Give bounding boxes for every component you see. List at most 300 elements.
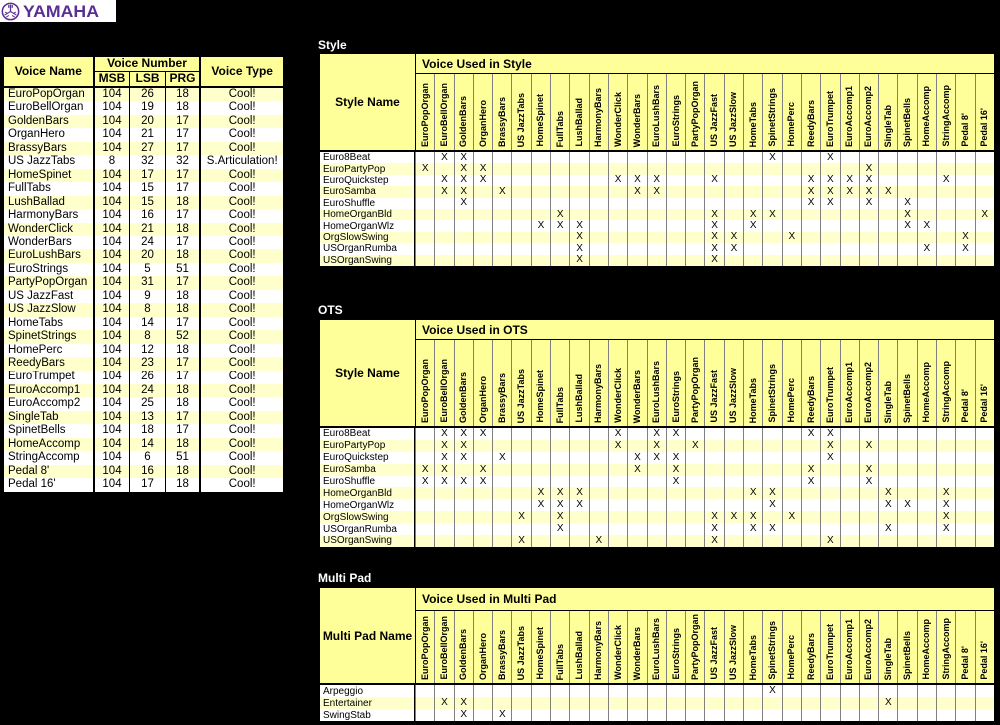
voice-unused-cell <box>975 709 994 721</box>
voice-column-label <box>492 611 511 683</box>
voice-unused-cell <box>859 523 878 535</box>
voice-unused-cell <box>415 209 434 220</box>
voice-unused-cell <box>589 476 608 488</box>
voice-unused-cell <box>724 535 743 547</box>
voice-used-mark: X <box>859 476 878 488</box>
voice-cell: LushBallad <box>3 196 94 209</box>
matrix-row <box>320 685 994 697</box>
voice-used-mark: X <box>454 452 473 464</box>
voice-unused-cell <box>936 709 955 721</box>
voice-unused-cell <box>511 697 530 709</box>
voice-used-mark: X <box>647 175 666 186</box>
voice-cell: WonderBars <box>3 236 94 249</box>
voice-unused-cell <box>589 709 608 721</box>
voice-unused-cell <box>917 535 936 547</box>
voice-unused-cell <box>820 685 839 697</box>
voice-column-label-text: WonderBars <box>631 93 642 147</box>
voice-unused-cell <box>608 499 627 511</box>
voice-unused-cell <box>878 198 897 209</box>
voice-used-mark: X <box>666 476 685 488</box>
voice-row <box>3 384 284 397</box>
voice-unused-cell <box>492 487 511 499</box>
voice-column-label <box>724 340 743 426</box>
voice-row <box>3 223 284 236</box>
voice-used-mark: X <box>627 175 646 186</box>
multipad-section-title: Multi Pad <box>318 571 372 585</box>
voice-unused-cell <box>666 175 685 186</box>
voice-unused-cell <box>724 499 743 511</box>
voice-unused-cell <box>975 523 994 535</box>
voice-unused-cell <box>569 511 588 523</box>
matrix-row-label: USOrganSwing <box>320 535 415 547</box>
multipad-matrix-body <box>320 685 994 721</box>
voice-unused-cell <box>550 152 569 163</box>
style-banner: Voice Used in Style <box>416 54 994 74</box>
voice-column-label <box>416 74 434 150</box>
voice-unused-cell <box>820 499 839 511</box>
voice-column-label-text: Pedal 16' <box>979 641 990 680</box>
voice-unused-cell <box>666 440 685 452</box>
matrix-row-label: HomeOrganBld <box>320 209 415 220</box>
voice-used-mark: X <box>704 209 723 220</box>
voice-unused-cell <box>531 697 550 709</box>
voice-column-label-text: HomeAccomp <box>921 362 932 423</box>
voice-used-mark: X <box>627 186 646 197</box>
voice-cell: Cool! <box>200 438 284 451</box>
voice-cell: 104 <box>94 344 130 357</box>
voice-unused-cell <box>647 499 666 511</box>
voice-cell: 21 <box>130 223 165 236</box>
voice-unused-cell <box>473 209 492 220</box>
voice-unused-cell <box>743 440 762 452</box>
voice-unused-cell <box>415 709 434 721</box>
voice-cell: 17 <box>130 478 165 492</box>
style-voice-labels <box>416 74 994 150</box>
voice-unused-cell <box>917 487 936 499</box>
voice-used-mark: X <box>589 535 608 547</box>
voice-unused-cell <box>454 220 473 231</box>
voice-unused-cell <box>782 198 801 209</box>
voice-unused-cell <box>569 452 588 464</box>
voice-unused-cell <box>936 232 955 243</box>
voice-cell: 104 <box>94 101 130 114</box>
msb-header: MSB <box>94 72 130 88</box>
voice-unused-cell <box>589 499 608 511</box>
voice-unused-cell <box>782 220 801 231</box>
voice-unused-cell <box>859 255 878 266</box>
voice-unused-cell <box>608 535 627 547</box>
voice-unused-cell <box>647 152 666 163</box>
voice-column-label-text: EuroLushBars <box>651 617 662 680</box>
voice-unused-cell <box>917 499 936 511</box>
voice-unused-cell <box>511 487 530 499</box>
voice-column-label-text: Pedal 8' <box>959 646 970 680</box>
voice-unused-cell <box>492 220 511 231</box>
voice-used-mark: X <box>550 487 569 499</box>
voice-unused-cell <box>666 209 685 220</box>
voice-unused-cell <box>917 209 936 220</box>
voice-cell: 14 <box>130 438 165 451</box>
voice-used-mark: X <box>859 186 878 197</box>
voice-unused-cell <box>589 523 608 535</box>
voice-unused-cell <box>936 535 955 547</box>
voice-cell: US JazzTabs <box>3 155 94 168</box>
voice-used-mark: X <box>820 440 839 452</box>
voice-used-mark: X <box>569 255 588 266</box>
voice-column-label-text: WonderClick <box>612 92 623 147</box>
voice-unused-cell <box>897 163 916 174</box>
voice-unused-cell <box>531 476 550 488</box>
voice-unused-cell <box>685 428 704 440</box>
voice-column-label <box>975 340 994 426</box>
style-row-header: Style Name <box>320 54 416 150</box>
voice-column-label-text: HomePerc <box>786 635 797 680</box>
voice-unused-cell <box>492 464 511 476</box>
voice-unused-cell <box>685 255 704 266</box>
voice-cell: HomeAccomp <box>3 438 94 451</box>
voice-unused-cell <box>878 175 897 186</box>
voice-used-mark: X <box>782 511 801 523</box>
voice-unused-cell <box>936 440 955 452</box>
voice-column-label <box>550 74 569 150</box>
voice-used-mark: X <box>975 209 994 220</box>
voice-column-label-text: US JazzFast <box>709 94 720 147</box>
voice-row <box>3 169 284 182</box>
voice-unused-cell <box>878 440 897 452</box>
voice-unused-cell <box>685 232 704 243</box>
voice-unused-cell <box>724 255 743 266</box>
voice-unused-cell <box>647 464 666 476</box>
matrix-row <box>320 709 994 721</box>
voice-unused-cell <box>569 476 588 488</box>
voice-cell: 104 <box>94 169 130 182</box>
voice-unused-cell <box>550 685 569 697</box>
voice-used-mark: X <box>859 440 878 452</box>
voice-unused-cell <box>704 464 723 476</box>
voice-used-mark: X <box>531 499 550 511</box>
voice-unused-cell <box>454 464 473 476</box>
voice-unused-cell <box>608 243 627 254</box>
voice-unused-cell <box>840 163 859 174</box>
voice-unused-cell <box>666 163 685 174</box>
matrix-row-label: SwingStab <box>320 709 415 721</box>
matrix-row-label: Arpeggio <box>320 685 415 697</box>
voice-unused-cell <box>473 186 492 197</box>
voice-unused-cell <box>801 232 820 243</box>
voice-column-label-text: HomeAccomp <box>921 86 932 147</box>
voice-used-mark: X <box>936 511 955 523</box>
voice-cell: Cool! <box>200 223 284 236</box>
voice-unused-cell <box>782 452 801 464</box>
voice-cell: 104 <box>94 371 130 384</box>
voice-unused-cell <box>724 685 743 697</box>
voice-cell: 32 <box>165 155 200 168</box>
voice-used-mark: X <box>878 186 897 197</box>
voice-unused-cell <box>531 440 550 452</box>
voice-unused-cell <box>666 697 685 709</box>
voice-unused-cell <box>531 209 550 220</box>
voice-unused-cell <box>762 535 781 547</box>
voice-unused-cell <box>473 535 492 547</box>
voice-unused-cell <box>975 499 994 511</box>
voice-unused-cell <box>917 186 936 197</box>
voice-unused-cell <box>511 523 530 535</box>
ots-banner: Voice Used in OTS <box>416 320 994 340</box>
voice-unused-cell <box>975 487 994 499</box>
voice-unused-cell <box>511 209 530 220</box>
voice-unused-cell <box>936 186 955 197</box>
voice-used-mark: X <box>936 523 955 535</box>
voice-unused-cell <box>415 499 434 511</box>
voice-column-label <box>975 74 994 150</box>
voice-column-label <box>743 74 762 150</box>
voice-unused-cell <box>975 685 994 697</box>
voice-unused-cell <box>704 499 723 511</box>
voice-unused-cell <box>473 697 492 709</box>
voice-unused-cell <box>975 697 994 709</box>
voice-unused-cell <box>511 464 530 476</box>
voice-unused-cell <box>820 232 839 243</box>
voice-unused-cell <box>627 152 646 163</box>
matrix-row <box>320 209 994 220</box>
voice-unused-cell <box>550 163 569 174</box>
voice-column-label <box>608 340 627 426</box>
voice-row <box>3 371 284 384</box>
voice-unused-cell <box>647 220 666 231</box>
voice-cell: 16 <box>130 209 165 222</box>
voice-unused-cell <box>627 255 646 266</box>
voice-unused-cell <box>975 198 994 209</box>
voice-unused-cell <box>859 535 878 547</box>
voice-used-mark: X <box>454 186 473 197</box>
voice-cell: Cool! <box>200 87 284 101</box>
voice-used-mark: X <box>647 428 666 440</box>
voice-unused-cell <box>531 175 550 186</box>
yamaha-logo <box>0 0 116 22</box>
voice-used-mark: X <box>762 152 781 163</box>
voice-unused-cell <box>454 511 473 523</box>
voice-used-mark: X <box>859 198 878 209</box>
voice-column-label-text: HomeTabs <box>747 634 758 680</box>
voice-used-mark: X <box>550 511 569 523</box>
voice-cell: 104 <box>94 465 130 478</box>
voice-used-mark: X <box>820 452 839 464</box>
voice-used-mark: X <box>647 440 666 452</box>
voice-cell: 15 <box>130 196 165 209</box>
voice-unused-cell <box>666 255 685 266</box>
voice-cell: 18 <box>165 397 200 410</box>
matrix-row <box>320 152 994 163</box>
voice-unused-cell <box>492 255 511 266</box>
voice-used-mark: X <box>454 175 473 186</box>
voice-cell: Cool! <box>200 465 284 478</box>
voice-used-mark: X <box>878 499 897 511</box>
voice-cell: Cool! <box>200 424 284 437</box>
voice-cell: EuroAccomp1 <box>3 384 94 397</box>
voice-unused-cell <box>627 209 646 220</box>
voice-column-label <box>608 611 627 683</box>
voice-unused-cell <box>666 198 685 209</box>
voice-column-label-text: SingleTab <box>882 637 893 680</box>
voice-column-label <box>704 340 723 426</box>
voice-cell: Cool! <box>200 142 284 155</box>
voice-unused-cell <box>415 523 434 535</box>
voice-unused-cell <box>492 175 511 186</box>
voice-unused-cell <box>550 198 569 209</box>
voice-cell: 17 <box>165 317 200 330</box>
voice-unused-cell <box>955 476 974 488</box>
voice-unused-cell <box>608 209 627 220</box>
voice-unused-cell <box>627 428 646 440</box>
voice-unused-cell <box>955 163 974 174</box>
voice-unused-cell <box>434 232 453 243</box>
voice-unused-cell <box>608 487 627 499</box>
voice-column-label-text: FullTabs <box>554 643 565 680</box>
voice-unused-cell <box>473 499 492 511</box>
voice-used-mark: X <box>608 175 627 186</box>
voice-row <box>3 330 284 343</box>
voice-unused-cell <box>608 186 627 197</box>
voice-column-label-text: SpinetBells <box>902 97 913 147</box>
voice-used-mark: X <box>569 243 588 254</box>
voice-unused-cell <box>704 186 723 197</box>
voice-column-label <box>569 74 588 150</box>
voice-unused-cell <box>782 464 801 476</box>
voice-unused-cell <box>647 709 666 721</box>
voice-unused-cell <box>704 198 723 209</box>
matrix-row-label: HomeOrganWlz <box>320 499 415 511</box>
voice-row <box>3 142 284 155</box>
voice-used-mark: X <box>762 523 781 535</box>
voice-column-label-text: EuroLushBars <box>651 360 662 423</box>
voice-unused-cell <box>666 535 685 547</box>
voice-used-mark: X <box>685 440 704 452</box>
voice-column-label-text: US JazzSlow <box>728 367 739 423</box>
voice-column-label <box>434 74 453 150</box>
voice-unused-cell <box>801 697 820 709</box>
voice-column-label-text: SpinetStrings <box>766 88 777 147</box>
voice-used-mark: X <box>415 163 434 174</box>
voice-used-mark: X <box>801 428 820 440</box>
voice-unused-cell <box>589 175 608 186</box>
voice-unused-cell <box>511 175 530 186</box>
voice-used-mark: X <box>569 220 588 231</box>
voice-column-label-text: SingleTab <box>882 380 893 423</box>
voice-cell: SpinetStrings <box>3 330 94 343</box>
voice-used-mark: X <box>704 243 723 254</box>
voice-cell: 104 <box>94 115 130 128</box>
voice-cell: 17 <box>130 169 165 182</box>
voice-unused-cell <box>531 685 550 697</box>
voice-cell: 13 <box>130 411 165 424</box>
voice-row <box>3 290 284 303</box>
voice-used-mark: X <box>743 209 762 220</box>
voice-unused-cell <box>434 198 453 209</box>
voice-cell: HomePerc <box>3 344 94 357</box>
matrix-row-label: USOrganSwing <box>320 255 415 266</box>
voice-unused-cell <box>473 487 492 499</box>
voice-unused-cell <box>840 440 859 452</box>
voice-unused-cell <box>415 232 434 243</box>
voice-cell: 18 <box>165 87 200 101</box>
voice-unused-cell <box>936 163 955 174</box>
voice-unused-cell <box>743 709 762 721</box>
voice-unused-cell <box>743 186 762 197</box>
voice-column-label-text: EuroBellOrgan <box>438 359 449 423</box>
voice-used-mark: X <box>936 487 955 499</box>
multipad-matrix-table <box>318 586 996 723</box>
voice-cell: 104 <box>94 128 130 141</box>
voice-unused-cell <box>627 685 646 697</box>
voice-cell: 104 <box>94 424 130 437</box>
voice-column-label-text: HomePerc <box>786 378 797 423</box>
voice-row <box>3 317 284 330</box>
voice-unused-cell <box>492 499 511 511</box>
voice-unused-cell <box>685 697 704 709</box>
voice-used-mark: X <box>704 255 723 266</box>
voice-unused-cell <box>975 464 994 476</box>
voice-unused-cell <box>859 685 878 697</box>
voice-cell: PartyPopOrgan <box>3 276 94 289</box>
voice-cell: 6 <box>130 451 165 464</box>
voice-unused-cell <box>936 685 955 697</box>
voice-unused-cell <box>782 428 801 440</box>
voice-unused-cell <box>801 499 820 511</box>
voice-name-header: Voice Name <box>3 56 94 87</box>
voice-used-mark: X <box>569 232 588 243</box>
matrix-row-label: EuroPartyPop <box>320 440 415 452</box>
voice-used-mark: X <box>627 452 646 464</box>
voice-unused-cell <box>975 220 994 231</box>
voice-unused-cell <box>840 452 859 464</box>
voice-unused-cell <box>762 476 781 488</box>
voice-cell: 17 <box>165 411 200 424</box>
voice-cell: SingleTab <box>3 411 94 424</box>
voice-column-label-text: WonderClick <box>612 625 623 680</box>
voice-unused-cell <box>840 198 859 209</box>
voice-unused-cell <box>840 535 859 547</box>
voice-column-label-text: SingleTab <box>882 104 893 147</box>
voice-row <box>3 249 284 262</box>
voice-unused-cell <box>936 152 955 163</box>
voice-column-label-text: EuroAccomp1 <box>844 361 855 423</box>
voice-used-mark: X <box>550 499 569 511</box>
voice-unused-cell <box>569 523 588 535</box>
voice-column-label <box>897 340 916 426</box>
voice-unused-cell <box>608 685 627 697</box>
matrix-row <box>320 697 994 709</box>
voice-unused-cell <box>550 697 569 709</box>
voice-cell: Cool! <box>200 128 284 141</box>
voice-unused-cell <box>743 255 762 266</box>
voice-unused-cell <box>589 685 608 697</box>
voice-column-label-text: SpinetStrings <box>766 364 777 423</box>
voice-unused-cell <box>647 243 666 254</box>
voice-unused-cell <box>801 685 820 697</box>
voice-unused-cell <box>955 198 974 209</box>
voice-unused-cell <box>415 152 434 163</box>
voice-unused-cell <box>782 487 801 499</box>
voice-unused-cell <box>743 198 762 209</box>
voice-unused-cell <box>666 709 685 721</box>
voice-unused-cell <box>762 452 781 464</box>
voice-used-mark: X <box>762 487 781 499</box>
voice-cell: Cool! <box>200 330 284 343</box>
voice-used-mark: X <box>550 209 569 220</box>
voice-unused-cell <box>936 220 955 231</box>
voice-column-label-text: BrassyBars <box>496 96 507 147</box>
voice-unused-cell <box>955 535 974 547</box>
